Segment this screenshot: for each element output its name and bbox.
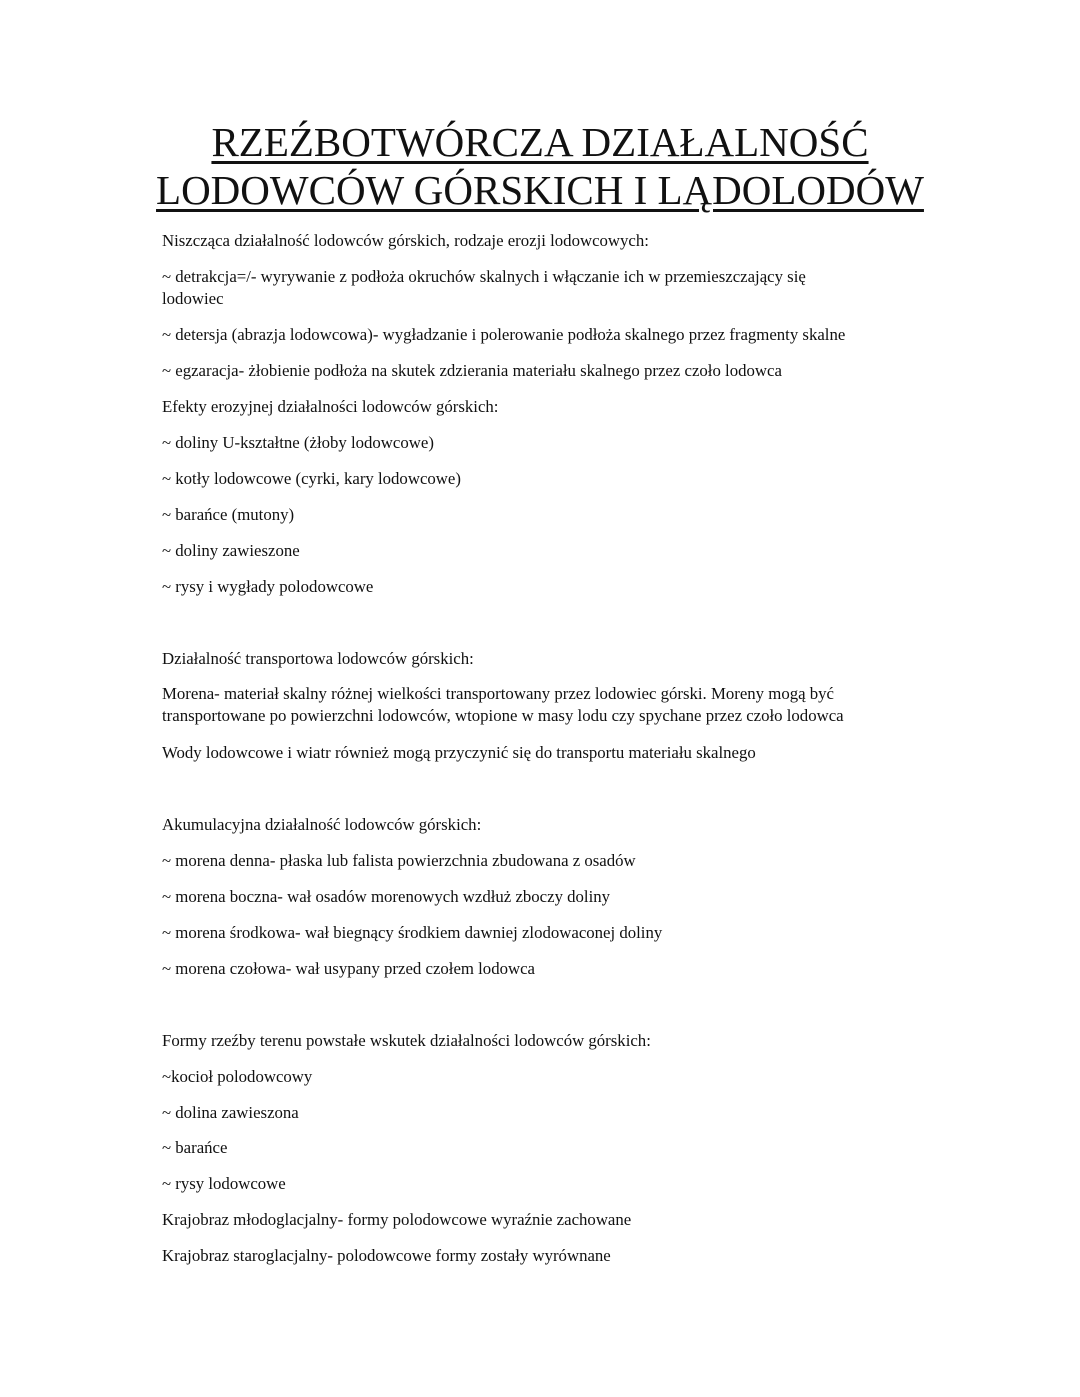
list-item: ~ barańce (mutony) xyxy=(162,505,295,524)
list-item: ~ morena środkowa- wał biegnący środkiem dawniej zlodowaconej doliny xyxy=(162,923,663,942)
paragraph: Krajobraz staroglacjalny- polodowcowe formy zostały wyrównane xyxy=(162,1246,611,1265)
list-item: ~ doliny zawieszone xyxy=(162,541,300,560)
title-text-1: RZEŹBOTWÓRCZA DZIAŁALNOŚĆ xyxy=(211,119,869,165)
paragraph: Wody lodowcowe i wiatr również mogą przyczynić się do transportu materiału skalnego xyxy=(162,743,756,762)
section-heading-erosion: Niszcząca działalność lodowców górskich, rodzaje erozji lodowcowych: xyxy=(162,231,649,250)
paragraph: Morena- materiał skalny różnej wielkości transportowany przez lodowiec górski. Moreny mogą być transportowane po powierzchni lodowców, wtopione w masy lodu czy spychane przez czoło lodowca xyxy=(162,684,844,725)
list-item: ~ morena denna- płaska lub falista powierzchnia zbudowana z osadów xyxy=(162,851,636,870)
list-item: ~ rysy i wygłady polodowcowe xyxy=(162,577,374,596)
list-item: ~ detersja (abrazja lodowcowa)- wygładzanie i polerowanie podłoża skalnego przez fragmenty skalne xyxy=(162,325,846,344)
document-title-line-2 xyxy=(0,166,1080,214)
list-item: ~ kotły lodowcowe (cyrki, kary lodowcowe) xyxy=(162,469,461,488)
list-item: ~ detrakcja=/- wyrywanie z podłoża okruchów skalnych i włączanie ich w przemieszczający się lodowiec xyxy=(162,267,806,308)
title-text-2: LODOWCÓW GÓRSKICH I LĄDOLODÓW xyxy=(156,167,924,213)
section-heading-landforms: Formy rzeźby terenu powstałe wskutek działalności lodowców górskich: xyxy=(162,1031,651,1050)
document-title-line-1 xyxy=(0,118,1080,166)
list-item: ~ barańce xyxy=(162,1138,228,1157)
section-heading-accumulation: Akumulacyjna działalność lodowców górskich: xyxy=(162,815,482,834)
list-item: ~kocioł polodowcowy xyxy=(162,1067,313,1086)
list-item: ~ morena czołowa- wał usypany przed czołem lodowca xyxy=(162,959,535,978)
list-item: ~ dolina zawieszona xyxy=(162,1103,299,1122)
section-heading-transport: Działalność transportowa lodowców górskich: xyxy=(162,649,474,668)
list-item: ~ egzaracja- żłobienie podłoża na skutek zdzierania materiału skalnego przez czoło lodowca xyxy=(162,361,782,380)
section-heading-effects: Efekty erozyjnej działalności lodowców górskich: xyxy=(162,397,499,416)
paragraph: Krajobraz młodoglacjalny- formy polodowcowe wyraźnie zachowane xyxy=(162,1210,632,1229)
list-item: ~ rysy lodowcowe xyxy=(162,1174,286,1193)
list-item: ~ morena boczna- wał osadów morenowych wzdłuż zboczy doliny xyxy=(162,887,611,906)
list-item: ~ doliny U-kształtne (żłoby lodowcowe) xyxy=(162,433,434,452)
